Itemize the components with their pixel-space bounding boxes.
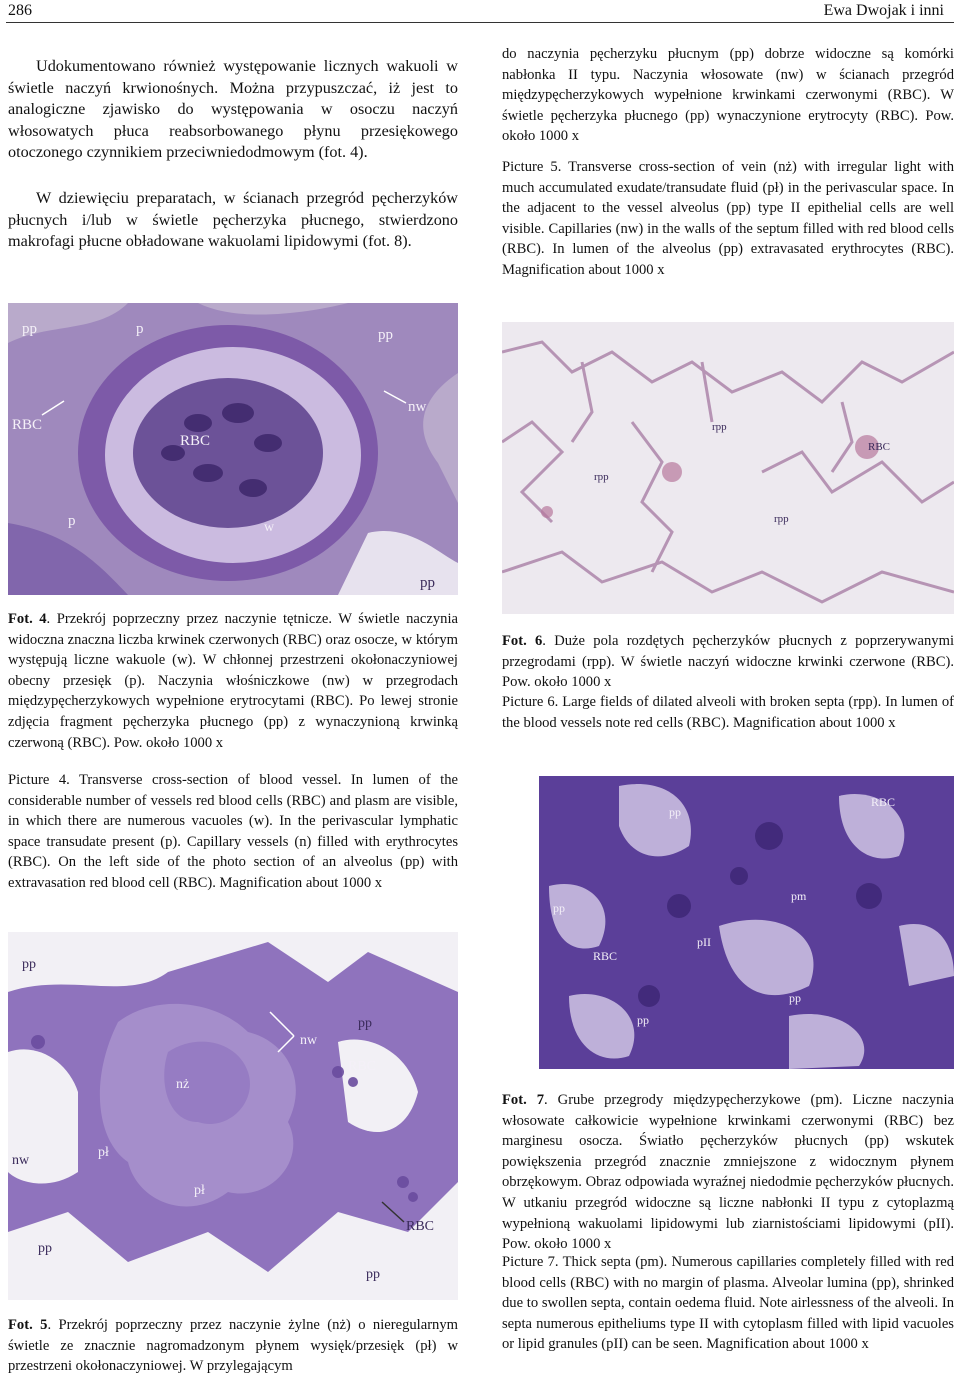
fig5-label-nw-1: nw bbox=[300, 1033, 318, 1048]
fig7-caption-number: Fot. 7 bbox=[502, 1092, 545, 1108]
fig7-caption-english: Picture 7. Thick septa (pm). Numerous capillaries completely filled with red blood cells (RBC) with no margin of plasma. Alveolar lumina (pp), shrinked due to swollen septa, contain oedema fluid. Note airlessness of the alveoli. In septa numerous epitheliums type II with cytoplasm filled with lipid vacuoles or lipid granules (pII) can be seen. Magnification about 1000 x bbox=[502, 1254, 954, 1353]
running-authors: Ewa Dwojak i inni bbox=[823, 2, 944, 19]
fig6-micrograph bbox=[502, 322, 954, 614]
fig4-label-p-2: p bbox=[68, 513, 76, 529]
fig4-label-rbc-1: RBC bbox=[12, 417, 43, 433]
fig4-label-pp-2: pp bbox=[378, 327, 393, 343]
fig7-micrograph bbox=[539, 776, 954, 1069]
fig7-label-rbc-2: RBC bbox=[593, 949, 618, 963]
fig4-label-nw: nw bbox=[408, 399, 427, 415]
header-rule bbox=[6, 22, 954, 23]
running-header bbox=[0, 0, 960, 22]
fig7-label-pp-3: pp bbox=[789, 991, 801, 1005]
fig5-label-pl-1: pł bbox=[98, 1145, 109, 1160]
fig4-caption-polish: . Przekrój poprzeczny przez naczynie tętnicze. W świetle naczynia widoczna znaczna liczba krwinek czerwonych (RBC) oraz osocze, w którym występują liczne wakuole (w). W chłonnej przestrzeni okołonaczyniowej obecny przesięk (p). Naczynia włośniczkowe (nw) w przegrodach międzypęcherzykowych wypełnione erytrocytami (RBC). Po lewej stronie zdjęcia fragment pęcherzyka płucnego (pp) z wynaczynioną krwinką czerwoną (RBC). Pow. około 1000 x bbox=[8, 611, 458, 751]
fig6-caption-number: Fot. 6 bbox=[502, 633, 543, 649]
fig5-label-nz: nż bbox=[176, 1077, 190, 1092]
fig5-label-nw-2: nw bbox=[12, 1153, 30, 1168]
fig7-label-pp-4: pp bbox=[637, 1013, 649, 1027]
fig4-label-pp-1: pp bbox=[22, 321, 37, 337]
fig6-label-rbc: RBC bbox=[868, 441, 891, 453]
fig4-label-w: w bbox=[264, 520, 275, 535]
fig7-label-pm: pm bbox=[791, 889, 807, 903]
fig5-caption-english: Picture 5. Transverse cross-section of vein (nż) with irregular light with much accumulated exudate/transudate fluid (pł) in the perivascular space. In the adjacent to the vessel alveolus (pp) type II epithelial cells are well visible. Capillaries (nw) in the walls of the septum filled with red blood cells (RBC). In lumen of the alveolus (pp) extravasated erythrocytes (RBC). Magnification about 1000 x bbox=[502, 159, 954, 278]
fig5-label-pl-2: pł bbox=[194, 1183, 205, 1198]
fig4-label-pp-3: pp bbox=[420, 575, 435, 591]
fig7-label-pp-2: pp bbox=[553, 901, 565, 915]
fig7-label-rbc-1: RBC bbox=[871, 795, 896, 809]
fig5-label-pp-4: pp bbox=[366, 1267, 380, 1282]
fig6-label-rpp-2: rpp bbox=[594, 471, 609, 483]
fig4-caption bbox=[8, 609, 458, 753]
fig4-caption-number: Fot. 4 bbox=[8, 611, 47, 627]
fig7-caption bbox=[502, 1090, 954, 1255]
fig5-caption-continuation: do naczynia pęcherzyku płucnym (pp) dobrze widoczne są komórki nabłonka II typu. Naczynia włosowate (nw) w ścianach przegród międzypęcherzykowych wypełnione krwinkami czerwonymi (RBC). W świetle pęcherzyka płucnego (pp) wynaczynione erytrocyty (RBC). Pow. około 1000 x bbox=[502, 46, 954, 145]
fig5-label-pp-1: pp bbox=[22, 957, 36, 972]
page-number: 286 bbox=[8, 2, 32, 19]
fig7-label-pp-1: pp bbox=[669, 805, 681, 819]
fig5-caption-number: Fot. 5 bbox=[8, 1317, 48, 1333]
fig4-micrograph bbox=[8, 303, 458, 595]
fig6-caption-polish: . Duże pola rozdętych pęcherzyków płucnych z poprzerywanymi przegrodami (rpp). W świetle naczyń widoczne krwinki czerwone (RBC). Pow. około 1000 x bbox=[502, 633, 954, 691]
fig5-micrograph bbox=[8, 932, 458, 1300]
fig5-label-pp-3: pp bbox=[38, 1241, 52, 1256]
fig5-label-pp-2: pp bbox=[358, 1016, 372, 1031]
fig4-caption-english: Picture 4. Transverse cross-section of blood vessel. In lumen of the considerable number of vessels red blood cells (RBC) and plasm are visible, in which there are numerous vacuoles (w). In the perivascular lymphatic space transudate present (p). Capillary vessels (n) filled with erythrocytes (RBC). On the left side of the photo section of an alveolus (pp) with extravasation red blood cell (RBC). Magnification about 1000 x bbox=[8, 772, 458, 891]
fig6-caption-english: Picture 6. Large fields of dilated alveoli with broken septa (rpp). In lumen of the blood vessels note red cells (RBC). Magnification about 1000 x bbox=[502, 694, 954, 731]
fig5-label-rbc-1: RBC bbox=[348, 1059, 377, 1074]
fig4-label-rbc-2: RBC bbox=[180, 433, 211, 449]
fig7-caption-polish: . Grube przegrody międzypęcherzykowe (pm). Liczne naczynia włosowate całkowicie wypełnione krwinkami czerwonymi (RBC) bez marginesu osocza. Światło pęcherzyków płucnych (pp) wskutek powiększenia przegród znacznie zmniejszone z widocznym płynem obrzękowym. Obraz odpowiada wyraźnej niedodmie pęcherzyków płucnych. W utkaniu przegród widoczne są liczne nabłonki II typu z cytoplazmą wypełnioną wakuolami lipidowymi lub ziarnistościami lipidowymi (pII). Pow. około 1000 x bbox=[502, 1092, 955, 1253]
fig5-caption-polish: . Przekrój poprzeczny przez naczynie żylne (nż) o nieregularnym świetle ze znacznie nagromadzonym płynem wysięk/przesięk (pł) w przestrzeni okołonaczyniowej. W przylegającym bbox=[8, 1317, 458, 1375]
body-paragraph-2: W dziewięciu preparatach, w ścianach przegród pęcherzyków płucnych i/lub w świetle pęcherzyka płucnego, stwierdzono makrofagi płucne obładowane wakuolami lipidowymi (fot. 8). bbox=[8, 189, 458, 250]
fig5-label-rbc-2: RBC bbox=[406, 1219, 435, 1234]
fig7-label-pii: pII bbox=[697, 935, 711, 949]
fig6-label-rpp-1: rpp bbox=[712, 421, 727, 433]
fig4-label-p-1: p bbox=[136, 321, 144, 337]
body-paragraph-1: Udokumentowano również występowanie licznych wakuoli w świetle naczyń krwionośnych. Można przypuszczać, iż jest to analogiczne zjawisko do występowania w osoczu naczyń włosowatych płuca reabsorbowanego płynu przesiękowego otoczonego czynnikiem przeciwniedodmowym (fot. 4). bbox=[8, 57, 458, 161]
fig5-caption bbox=[8, 1315, 458, 1377]
fig6-caption bbox=[502, 631, 954, 693]
fig6-label-rpp-3: rpp bbox=[774, 513, 789, 525]
